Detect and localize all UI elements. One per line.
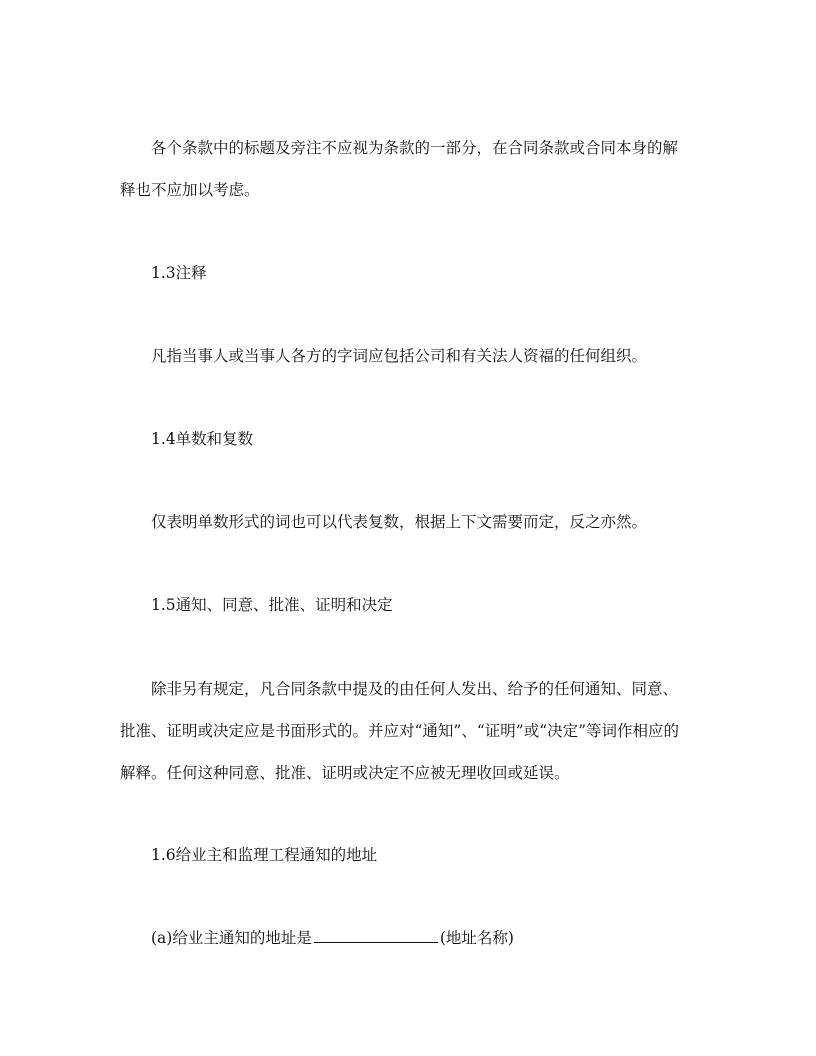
section-heading-1-6: 1.6给业主和监理工程通知的地址: [151, 846, 378, 864]
paragraph-line: 除非另有规定，凡合同条款中提及的由任何人发出、给予的任何通知、同意、: [151, 680, 679, 698]
address-item-a-prefix: (a)给业主通知的地址是: [151, 929, 312, 947]
paragraph-line: 释也不应加以考虑。: [120, 181, 260, 199]
section-heading-1-4: 1.4单数和复数: [151, 430, 254, 448]
address-blank-line: [314, 928, 438, 943]
paragraph-line: 凡指当事人或当事人各方的字词应包括公司和有关法人资福的任何组织。: [151, 347, 648, 365]
address-item-a: [151, 928, 731, 948]
section-heading-1-5: 1.5通知、同意、批准、证明和决定: [151, 596, 393, 614]
paragraph-line: 批准、证明或决定应是书面形式的。并应对“通知”、“证明”或“决定”等词作相应的: [120, 722, 680, 740]
section-heading-1-3: 1.3注释: [151, 264, 207, 282]
paragraph-line: 解释。任何这种同意、批准、证明或决定不应被无理收回或延误。: [120, 764, 570, 782]
paragraph-line: 各个条款中的标题及旁注不应视为条款的一部分，在合同条款或合同本身的解: [151, 139, 679, 157]
address-item-a-suffix: (地址名称): [439, 929, 514, 947]
paragraph-line: 仅表明单数形式的词也可以代表复数，根据上下文需要而定，反之亦然。: [151, 513, 648, 531]
